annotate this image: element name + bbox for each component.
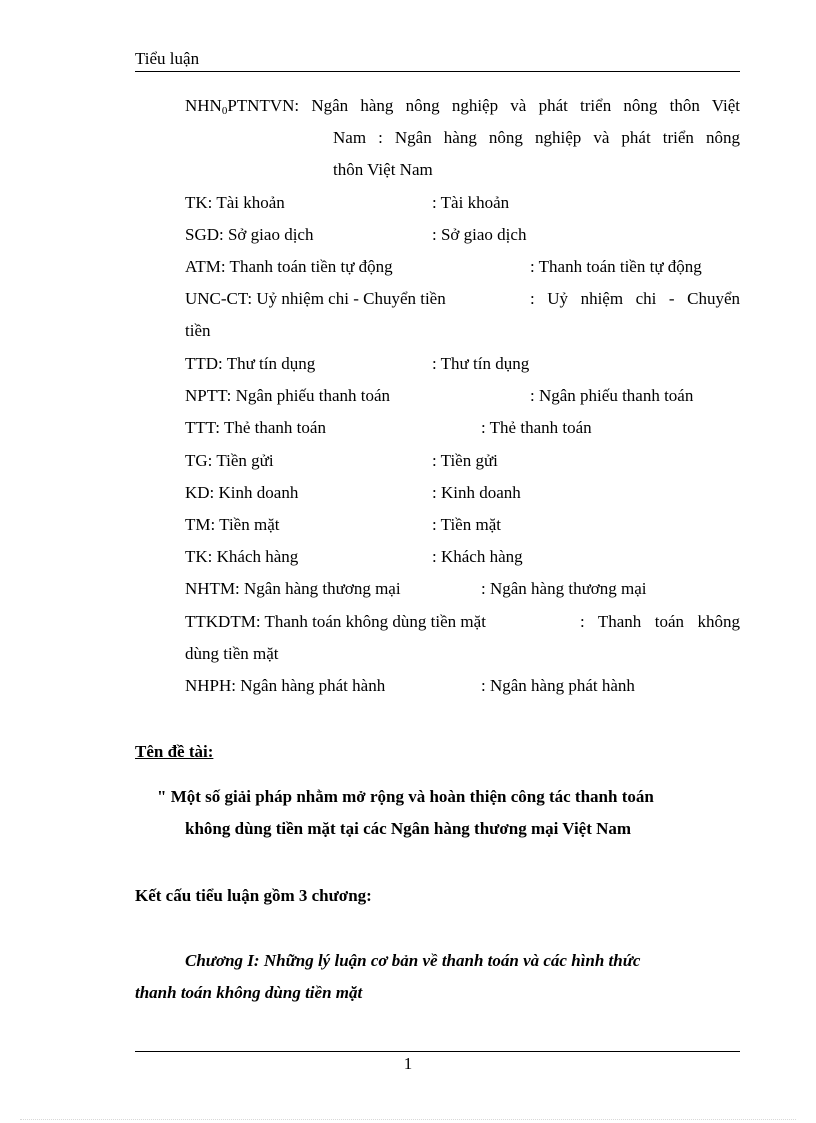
- abbr-ttt-def: : Thẻ thanh toán: [481, 418, 592, 437]
- abbr-nhno-rest: PTNTVN: Ngân hàng nông nghiệp và phát triển nông thôn Việt: [227, 96, 740, 115]
- abbr-ttd-def: : Thư tín dụng: [432, 354, 530, 373]
- chapter1-line2: thanh toán không dùng tiền mặt: [135, 983, 363, 1002]
- topic-heading: Tên đề tài:: [135, 742, 214, 761]
- abbr-ttkdtm-def: : Thanh toán không: [580, 612, 740, 631]
- abbr-tk1-term: TK: Tài khoản: [185, 193, 285, 212]
- abbr-nhph-def: : Ngân hàng phát hành: [481, 676, 635, 695]
- abbr-atm-def: : Thanh toán tiền tự động: [530, 257, 702, 276]
- abbr-tk1-def: : Tài khoản: [432, 193, 510, 212]
- abbr-nptt-term: NPTT: Ngân phiếu thanh toán: [185, 386, 391, 405]
- abbr-nhno-line2: Nam : Ngân hàng nông nghiệp và phát triển nông: [333, 128, 740, 147]
- abbr-ttt-term: TTT: Thẻ thanh toán: [185, 418, 326, 437]
- abbr-tg-def: : Tiền gửi: [432, 451, 498, 470]
- abbr-sgd-term: SGD: Sở giao dịch: [185, 225, 314, 244]
- abbr-nhno-line1: [185, 95, 740, 117]
- abbr-unc-cont: tiền: [185, 321, 211, 340]
- abbr-nhtm-def: : Ngân hàng thương mại: [481, 579, 647, 598]
- abbr-nptt-def: : Ngân phiếu thanh toán: [530, 386, 694, 405]
- footer-rule: [135, 1051, 740, 1052]
- abbr-nhph-term: NHPH: Ngân hàng phát hành: [185, 676, 386, 695]
- abbr-nhno-sub: 0: [221, 105, 228, 117]
- abbr-kd-def: : Kinh doanh: [432, 483, 521, 502]
- abbr-nhno-prefix: NHN: [185, 96, 222, 115]
- structure-heading: Kết cấu tiểu luận gồm 3 chương:: [135, 886, 372, 905]
- abbr-ttd-term: TTD: Thư tín dụng: [185, 354, 316, 373]
- abbr-ttkdtm-term: TTKDTM: Thanh toán không dùng tiền mặt: [185, 612, 486, 631]
- abbr-unc-def: : Uỷ nhiệm chi - Chuyển: [530, 289, 740, 308]
- abbr-tk2-def: : Khách hàng: [432, 547, 523, 566]
- abbr-nhtm-term: NHTM: Ngân hàng thương mại: [185, 579, 401, 598]
- abbr-atm-term: ATM: Thanh toán tiền tự động: [185, 257, 393, 276]
- abbr-sgd-def: : Sở giao dịch: [432, 225, 527, 244]
- header-rule: [135, 71, 740, 72]
- topic-title-line1: " Một số giải pháp nhằm mở rộng và hoàn thiện công tác thanh toán: [157, 787, 654, 806]
- page-number: 1: [403, 1054, 413, 1073]
- abbr-tm-term: TM: Tiền mặt: [185, 515, 280, 534]
- page-bottom-edge: [20, 1119, 796, 1120]
- chapter1-line1: Chương I: Những lý luận cơ bản về thanh toán và các hình thức: [185, 951, 641, 970]
- abbr-nhno-line3: thôn Việt Nam: [333, 160, 433, 179]
- abbr-tk2-term: TK: Khách hàng: [185, 547, 299, 566]
- abbr-ttkdtm-cont: dùng tiền mặt: [185, 644, 279, 663]
- header-title: Tiểu luận: [135, 49, 200, 68]
- abbr-tm-def: : Tiền mặt: [432, 515, 501, 534]
- abbr-unc-term: UNC-CT: Uỷ nhiệm chi - Chuyển tiền: [185, 289, 446, 308]
- topic-title-line2: không dùng tiền mặt tại các Ngân hàng thương mại Việt Nam: [185, 819, 632, 838]
- abbr-kd-term: KD: Kinh doanh: [185, 483, 299, 502]
- abbr-tg-term: TG: Tiền gửi: [185, 451, 274, 470]
